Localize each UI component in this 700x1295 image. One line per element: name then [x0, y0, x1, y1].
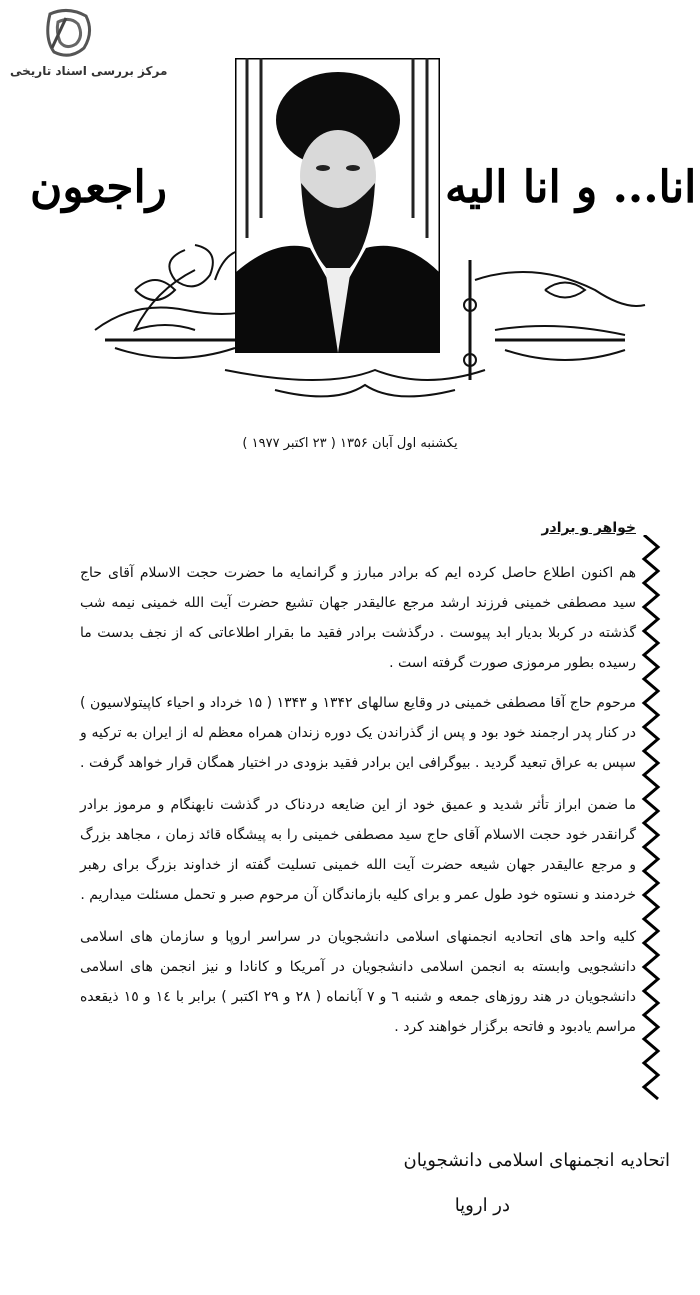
- heading-right: انا... و انا الیه: [445, 162, 697, 213]
- portrait-photo: [235, 58, 440, 353]
- archive-logo: [10, 8, 168, 88]
- signature-line-1: اتحادیه انجمنهای اسلامی دانشجویان: [403, 1150, 670, 1171]
- date-line: یکشنبه اول آبان ۱۳۵۶ ( ۲۳ اکتبر ۱۹۷۷ ): [242, 436, 458, 451]
- archive-logo-icon: [40, 8, 96, 62]
- paragraph-1: هم اکنون اطلاع حاصل کرده ایم که برادر مبارز و گرانمایه ما حضرت حجت الاسلام آقای حاج سید مصطفی خمینی فرزند ارشد مرجع عالیقدر جهان تشیع حضرت آیت الله خمینی نیمه شب گذشته در کربلا بدیار ابد پیوست . درگذشت برادر فقید ما بقرار اطلاعاتی که از نجف بدست ما رسیده بطور مرموزی صورت گرفته است .: [80, 565, 636, 671]
- letter-body: [80, 520, 636, 1054]
- heading-left: راجعون: [30, 162, 167, 213]
- paragraph-3: ما ضمن ابراز تأثر شدید و عمیق خود از این ضایعه دردناک در گذشت نابهنگام و مرموز برادر گرانقدر خود حجت الاسلام آقای حاج سید مصطفی خمینی را به پیشگاه قائد زمان ، مجاهد بزرگ و مرجع عالیقدر جهان شیعه حضرت آیت الله خمینی تسلیت گفته از خداوند بزرگ برای رهبر خردمند و نستوه خود طول عمر و برای کلیه بازماندگان آن مرحوم صبر و تحمل مسئلت میداریم .: [80, 797, 636, 903]
- logo-text: مرکز بررسی اسناد تاریخی: [10, 64, 168, 78]
- paragraph-4: کلیه واحد های اتحادیه انجمنهای اسلامی دانشجویان در سراسر اروپا و سازمان های اسلامی دانشجویی وابسته به انجمن اسلامی دانشجویان در آمریکا و کانادا و نیز انجمن های اسلامی دانشجویان در هند روزهای جمعه و شنبه ٦ و ٧ آبانماه ( ۲۸ و ۲۹ اکتبر ) برابر با ١٤ و ١٥ ذیقعده مراسم یادبود و فاتحه برگزار خواهند کرد .: [80, 929, 636, 1035]
- salutation: خواهر و برادر: [541, 520, 636, 536]
- signature-line-2: در اروپا: [454, 1195, 510, 1216]
- side-border-decoration: [640, 535, 662, 1105]
- paragraph-2: مرحوم حاج آقا مصطفی خمینی در وقایع سالهای ۱۳۴۲ و ۱۳۴۳ ( ۱۵ خرداد و احیاء کاپیتولاسیون ) در کنار پدر ارجمند خود بود و پس از گذراندن یک دوره زندان همراه معظم له از ایران به ترکیه و سپس به عراق تبعید گردید . بیوگرافی این برادر فقید بزودی در اختیار همگان قرار خواهد گرفت .: [80, 695, 636, 771]
